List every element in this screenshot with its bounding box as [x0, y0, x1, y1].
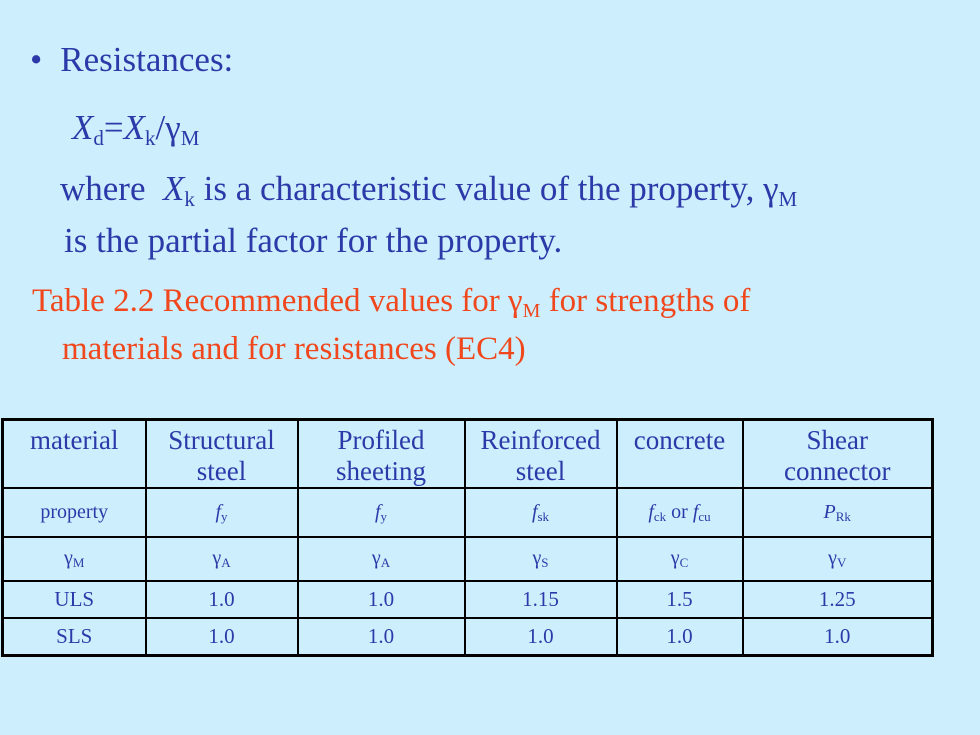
header-cell: Reinforced steel [465, 420, 617, 489]
desc-where: where [60, 169, 146, 208]
table-cell: $\gamma_C$ [617, 537, 743, 581]
heading [30, 40, 233, 80]
header-cell: concrete [617, 420, 743, 489]
table-cell: $f_y$ [146, 488, 298, 537]
table-cell: $\gamma_V$ [743, 537, 933, 581]
table-cell: 1.0 [465, 618, 617, 656]
uls-row [3, 581, 933, 618]
design-formula [72, 108, 199, 158]
desc-sub-k: k [184, 187, 195, 211]
caption-sub-m: M [522, 300, 541, 322]
table-cell: 1.25 [743, 581, 933, 618]
formula-sub-k: k [145, 126, 156, 150]
table-cell: $\gamma_A$ [298, 537, 465, 581]
desc-text: is a characteristic value of the property, [194, 169, 764, 208]
formula-slash: / [155, 108, 166, 147]
table-cell: 1.0 [146, 618, 298, 656]
formula-equals: = [103, 108, 124, 147]
desc-gamma: γ [763, 169, 779, 208]
table-cell: $f_{ck}$ or $f_{cu}$ [617, 488, 743, 537]
formula-x: X [72, 108, 94, 147]
row-label: SLS [3, 618, 146, 656]
formula-gamma: γ [165, 108, 181, 147]
caption-line2: materials and for resistances (EC4) [62, 331, 526, 367]
header-cell: Shear connector [743, 420, 933, 489]
row-label: $\gamma_M$ [3, 537, 146, 581]
table-cell: $\gamma_S$ [465, 537, 617, 581]
table-cell: 1.0 [617, 618, 743, 656]
desc-sub-m: M [778, 187, 798, 211]
caption-part2: for strengths of [540, 283, 751, 319]
table-header-row [3, 420, 933, 489]
header-cell: Structural steel [146, 420, 298, 489]
table-cell: 1.0 [146, 581, 298, 618]
header-cell: material [3, 420, 146, 489]
caption-gamma: γ [508, 283, 523, 319]
table-cell: 1.0 [743, 618, 933, 656]
table-cell: 1.0 [298, 618, 465, 656]
table-cell: 1.15 [465, 581, 617, 618]
caption-part1: Table 2.2 Recommended values for [32, 283, 509, 319]
table-cell: $f_{sk}$ [465, 488, 617, 537]
table-cell: 1.5 [617, 581, 743, 618]
heading-text: Resistances: [60, 40, 234, 79]
table-caption [32, 282, 952, 368]
desc-line2: is the partial factor for the property. [64, 221, 563, 260]
table-cell: 1.0 [298, 581, 465, 618]
formula-x2: X [123, 108, 146, 147]
sls-row [3, 618, 933, 656]
table-cell: $f_y$ [298, 488, 465, 537]
gamma-row [3, 537, 933, 581]
header-cell: Profiled sheeting [298, 420, 465, 489]
formula-sub-d: d [93, 126, 104, 150]
table-cell: $P_{Rk}$ [743, 488, 933, 537]
bullet-point: • [30, 40, 43, 79]
partial-factors-table [1, 418, 934, 657]
table-cell: $\gamma_A$ [146, 537, 298, 581]
description [60, 168, 960, 261]
row-label: ULS [3, 581, 146, 618]
desc-x: X [163, 169, 185, 208]
property-row [3, 488, 933, 537]
formula-sub-m: M [180, 126, 200, 150]
row-label: property [3, 488, 146, 537]
